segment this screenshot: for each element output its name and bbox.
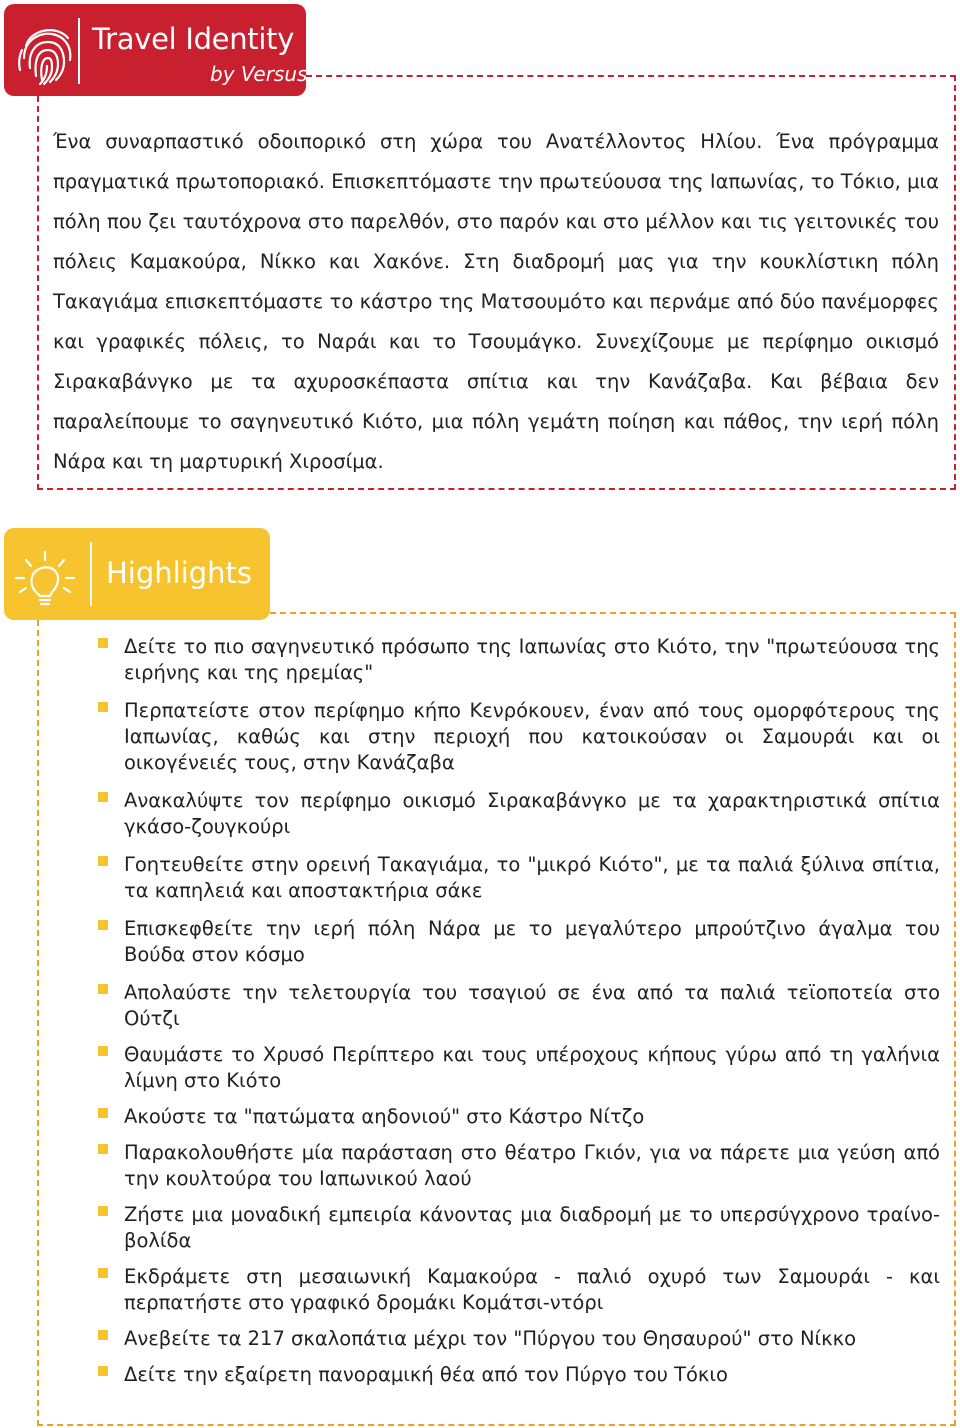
intro-frame-left xyxy=(37,96,39,490)
bullet-square-icon xyxy=(98,702,108,712)
bullet-square-icon xyxy=(98,1366,108,1376)
bullet-square-icon xyxy=(98,984,108,994)
bullet-square-icon xyxy=(98,920,108,930)
intro-frame-right xyxy=(954,75,956,490)
brand-subtitle: by Versus xyxy=(210,62,308,86)
highlight-text: Θαυμάστε το Χρυσό Περίπτερο και τους υπέροχους κήπους γύρω από τη γαλήνια λίμνη στο Κιότο xyxy=(124,1043,940,1092)
highlight-item xyxy=(96,1264,940,1316)
highlights-divider xyxy=(90,542,92,606)
highlight-item xyxy=(96,916,940,968)
highlights-title: Highlights xyxy=(106,556,253,590)
highlight-item xyxy=(96,852,940,904)
highlight-text: Ανακαλύψτε τον περίφημο οικισμό Σιρακαβάνγκο με τα χαρακτηριστικά σπίτια γκάσο-ζουγκούρι xyxy=(124,789,940,838)
highlight-item xyxy=(96,1140,940,1192)
highlight-text: Παρακολουθήστε μία παράσταση στο θέατρο Γκιόν, για να πάρετε μια γεύση από την κουλτούρα του Ιαπωνικού λαού xyxy=(124,1141,940,1190)
bullet-square-icon xyxy=(98,856,108,866)
highlight-item xyxy=(96,634,940,686)
highlight-item xyxy=(96,1326,940,1352)
highlight-text: Ζήστε μια μοναδική εμπειρία κάνοντας μια διαδρομή με το υπερσύγχρονο τραίνο-βολίδα xyxy=(124,1203,940,1252)
highlights-banner xyxy=(4,528,270,620)
highlight-item xyxy=(96,698,940,776)
highlight-text: Δείτε την εξαίρετη πανοραμική θέα από τον Πύργο του Τόκιο xyxy=(124,1363,728,1386)
bullet-square-icon xyxy=(98,1108,108,1118)
highlight-item xyxy=(96,1202,940,1254)
highlight-item xyxy=(96,788,940,840)
highlights-list xyxy=(96,634,940,1398)
bullet-square-icon xyxy=(98,1144,108,1154)
bullet-square-icon xyxy=(98,638,108,648)
highlight-item xyxy=(96,980,940,1032)
bullet-square-icon xyxy=(98,1046,108,1056)
highlight-text: Ακούστε τα "πατώματα αηδονιού" στο Κάστρο Νίτζο xyxy=(124,1105,645,1128)
highlight-text: Γοητευθείτε στην ορεινή Τακαγιάμα, το "μικρό Κιότο", με τα παλιά ξύλινα σπίτια, τα καπηλειά και αποστακτήρια σάκε xyxy=(124,853,940,902)
highlight-item xyxy=(96,1104,940,1130)
highlights-frame-left xyxy=(37,620,39,1426)
highlight-text: Επισκεφθείτε την ιερή πόλη Νάρα με το μεγαλύτερο μπρούτζινο άγαλμα του Βούδα στον κόσμο xyxy=(124,917,940,966)
fingerprint-icon xyxy=(16,18,80,86)
brand-logo xyxy=(4,4,306,96)
highlights-frame-bottom xyxy=(37,1424,956,1426)
brand-title: Travel Identity xyxy=(92,22,295,56)
intro-frame-top xyxy=(306,75,956,77)
intro-paragraph: Ένα συναρπαστικό οδοιπορικό στη χώρα του Ανατέλλοντος Ηλίου. Ένα πρόγραμμα πραγματικά πρωτοποριακό. Επισκεπτόμαστε την πρωτεύουσα της Ιαπωνίας, το Τόκιο, μια πόλη που ζει ταυτόχρονα στο παρελθόν, στο παρόν και στο μέλλον και τις γειτονικές του πόλεις Καμακούρα, Νίκκο και Χακόνε. Στη διαδρομή μας για την κουκλίστικη πόλη Τακαγιάμα επισκεπτόμαστε το κάστρο της Ματσουμότο και περνάμε από δύο πανέμορφες και γραφικές πόλεις, το Ναράι και το Τσουμάγκο. Συνεχίζουμε με περίφημο οικισμό Σιρακαβάνγκο με τα αχυροσκέπαστα σπίτια και την Κανάζαβα. Και βέβαια δεν παραλείπουμε το σαγηνευτικό Κιότο, μια πόλη γεμάτη ποίηση και πάθος, την ιερή πόλη Νάρα και τη μαρτυρική Χιροσίμα. xyxy=(53,130,939,473)
brand-divider xyxy=(78,18,80,84)
highlight-text: Ανεβείτε τα 217 σκαλοπάτια μέχρι τον "Πύργου του Θησαυρού" στο Νίκκο xyxy=(124,1327,857,1350)
highlights-frame-top xyxy=(270,612,956,614)
highlight-item xyxy=(96,1362,940,1388)
bullet-square-icon xyxy=(98,792,108,802)
highlight-item xyxy=(96,1042,940,1094)
lightbulb-icon xyxy=(12,548,78,608)
bullet-square-icon xyxy=(98,1330,108,1340)
bullet-square-icon xyxy=(98,1268,108,1278)
highlight-text: Απολαύστε την τελετουργία του τσαγιού σε ένα από τα παλιά τεϊοποτεία στο Ούτζι xyxy=(124,981,940,1030)
bullet-square-icon xyxy=(98,1206,108,1216)
highlight-text: Δείτε το πιο σαγηνευτικό πρόσωπο της Ιαπωνίας στο Κιότο, την "πρωτεύουσα της ειρήνης και της ηρεμίας" xyxy=(124,635,940,684)
highlight-text: Εκδράμετε στη μεσαιωνική Καμακούρα - παλιό οχυρό των Σαμουράι - και περπατήστε στο γραφικό δρομάκι Κομάτσι-ντόρι xyxy=(124,1265,940,1314)
highlights-frame-right xyxy=(954,612,956,1426)
highlight-text: Περπατείστε στον περίφημο κήπο Κενρόκουεν, έναν από τους ομορφότερους της Ιαπωνίας, καθώς και στην περιοχή που κατοικούσαν οι Σαμουράι και οι οικογένειές τους, στην Κανάζαβα xyxy=(124,699,940,774)
intro-frame-bottom xyxy=(37,488,956,490)
